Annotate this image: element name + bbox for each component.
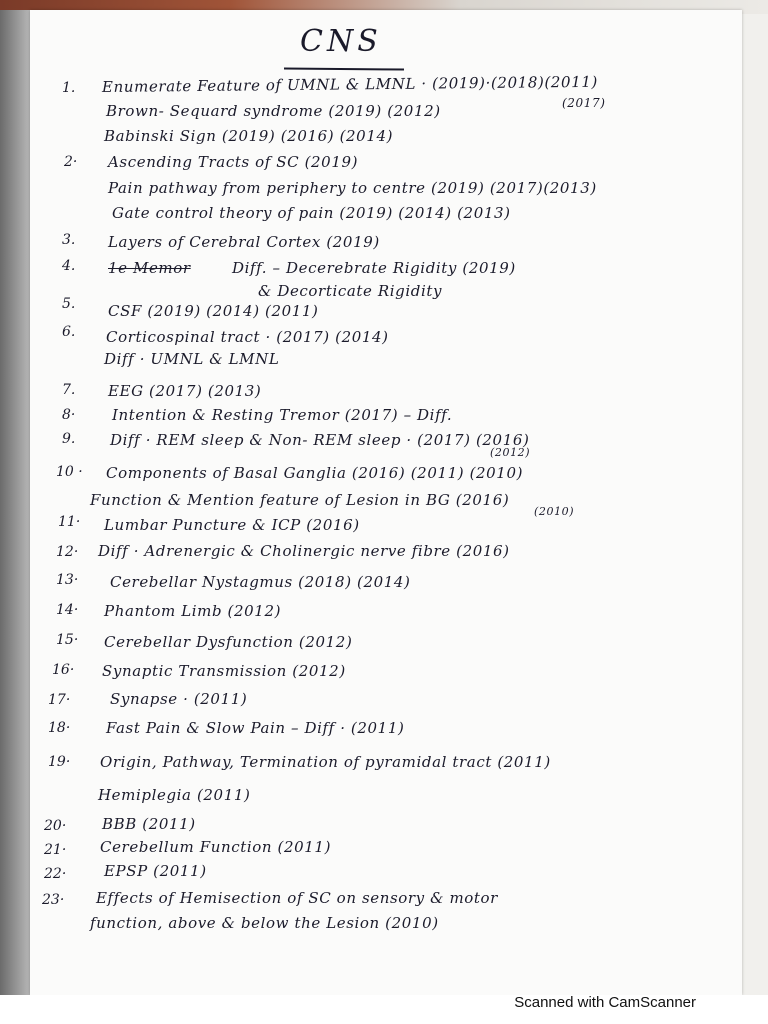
item-number: 13·: [56, 572, 79, 588]
item-line: EEG (2017) (2013): [108, 382, 262, 400]
item-number: 19·: [48, 754, 71, 770]
item-number: 10 ·: [56, 464, 83, 480]
item-number: 2·: [64, 154, 78, 170]
item-line: Cerebellar Dysfunction (2012): [104, 633, 353, 651]
page-title: CNS: [300, 24, 382, 59]
item-line: Pain pathway from periphery to centre (2019) (2017)(2013): [108, 179, 597, 197]
item-line: Brown- Sequard syndrome (2019) (2012): [106, 102, 441, 120]
item-number: 1.: [62, 80, 76, 96]
item-line: Synapse · (2011): [110, 690, 248, 708]
scan-left-edge: [0, 10, 30, 995]
item-line: (2012): [490, 446, 531, 459]
item-line: Effects of Hemisection of SC on sensory & motor: [96, 889, 498, 907]
item-number: 15·: [56, 632, 79, 648]
scanner-watermark: Scanned with CamScanner: [514, 994, 696, 1011]
item-line: Diff. – Decerebrate Rigidity (2019): [232, 259, 516, 277]
item-line: (2017): [562, 96, 606, 110]
item-line: Hemiplegia (2011): [98, 786, 251, 804]
item-line: Babinski Sign (2019) (2016) (2014): [104, 127, 394, 145]
item-line: Fast Pain & Slow Pain – Diff · (2011): [106, 719, 405, 737]
item-line: Gate control theory of pain (2019) (2014) (2013): [112, 204, 511, 222]
item-line: Layers of Cerebral Cortex (2019): [108, 233, 380, 251]
item-number: 20·: [44, 818, 67, 834]
item-line: Diff · REM sleep & Non- REM sleep · (2017) (2016): [110, 431, 530, 449]
scanner-footer: [0, 995, 768, 1024]
item-line: BBB (2011): [102, 815, 196, 833]
item-number: 11·: [58, 514, 81, 530]
item-line: CSF (2019) (2014) (2011): [108, 302, 319, 320]
item-number: 23·: [42, 892, 65, 908]
item-line: Origin, Pathway, Termination of pyramidal tract (2011): [100, 753, 551, 771]
item-line: (2010): [534, 505, 575, 518]
item-line: EPSP (2011): [104, 862, 207, 880]
item-line: Diff · UMNL & LMNL: [104, 350, 280, 368]
item-number: 16·: [52, 662, 75, 678]
item-line: Components of Basal Ganglia (2016) (2011) (2010): [106, 464, 524, 482]
item-line: Function & Mention feature of Lesion in BG (2016): [90, 491, 510, 509]
item-number: 4.: [62, 258, 76, 274]
item-line: Phantom Limb (2012): [104, 602, 282, 620]
item-line: Diff · Adrenergic & Cholinergic nerve fibre (2016): [98, 542, 510, 560]
item-number: 21·: [44, 842, 67, 858]
item-line: Intention & Resting Tremor (2017) – Diff.: [112, 406, 453, 424]
item-line: Cerebellar Nystagmus (2018) (2014): [110, 573, 411, 591]
item-number: 5.: [62, 296, 76, 312]
item-number: 14·: [56, 602, 79, 618]
item-number: 8·: [62, 407, 76, 423]
item-line: & Decorticate Rigidity: [258, 282, 443, 300]
item-number: 7.: [62, 382, 76, 398]
item-line: Cerebellum Function (2011): [100, 838, 332, 856]
item-line: Synaptic Transmission (2012): [102, 662, 346, 680]
item-line: function, above & below the Lesion (2010): [90, 914, 439, 932]
item-number: 9.: [62, 431, 76, 447]
item-number: 6.: [62, 324, 76, 340]
item-line: Corticospinal tract · (2017) (2014): [106, 328, 389, 346]
item-number: 17·: [48, 692, 71, 708]
item-line: Lumbar Puncture & ICP (2016): [104, 516, 360, 534]
item-number: 12·: [56, 544, 79, 560]
struck-out-text: 1e Memor: [108, 259, 191, 277]
item-line: Enumerate Feature of UMNL & LMNL · (2019)·(2018)(2011): [101, 72, 598, 96]
item-number: 22·: [44, 866, 67, 882]
item-number: 18·: [48, 720, 71, 736]
item-line: Ascending Tracts of SC (2019): [108, 153, 359, 171]
item-number: 3.: [62, 232, 76, 248]
